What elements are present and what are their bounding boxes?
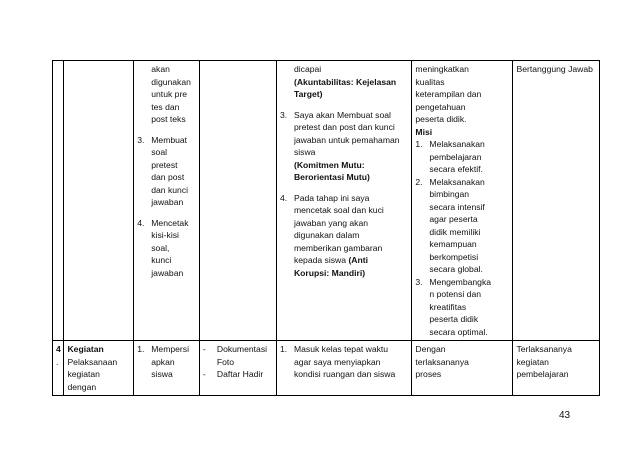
table-cell-vision-mission bbox=[412, 341, 513, 396]
cell-text: meningkatkan bbox=[415, 64, 469, 74]
cell-text: Membuat bbox=[151, 134, 188, 145]
table-cell-value-statement bbox=[513, 341, 600, 396]
row-number: 4 bbox=[56, 344, 61, 354]
cell-text: jawaban untuk pemahaman bbox=[293, 134, 400, 145]
cell-text: Mempersi bbox=[151, 344, 189, 354]
dash-bullet: - bbox=[202, 344, 206, 354]
list-number: 1. bbox=[279, 344, 288, 354]
cell-text: agar peserta bbox=[429, 214, 478, 224]
cell-text: siswa bbox=[151, 369, 173, 379]
list-item bbox=[415, 276, 509, 339]
list-item bbox=[415, 176, 509, 276]
list-number: 3. bbox=[415, 276, 423, 287]
list-number: 3. bbox=[279, 109, 288, 120]
cell-text: agar saya menyiapkan bbox=[293, 356, 381, 367]
cell-text: Mengembangka bbox=[429, 276, 492, 287]
cell-text: memberikan gambaran bbox=[293, 242, 383, 253]
cell-text: secara global. bbox=[429, 264, 483, 274]
table-cell-value-statement bbox=[513, 61, 600, 341]
table-cell-number bbox=[53, 61, 64, 341]
table-cell-activity bbox=[64, 341, 134, 396]
list-item bbox=[137, 217, 196, 280]
cell-text: terlaksananya bbox=[415, 356, 469, 367]
cell-text: kualitas bbox=[415, 76, 445, 87]
cell-text: tes dan bbox=[151, 101, 180, 112]
cell-text: Melaksanakan bbox=[429, 176, 485, 187]
cell-text: Dokumentasi bbox=[216, 344, 268, 354]
cell-text-bold: (Akuntabilitas: Kejelasan bbox=[293, 76, 397, 87]
cell-text: secara efektif. bbox=[429, 164, 483, 174]
table-cell-activity bbox=[64, 61, 134, 341]
cell-text: Mencetak bbox=[151, 217, 189, 228]
cell-text: kemampuan bbox=[429, 239, 477, 249]
cell-text: kondisi ruangan dan siswa bbox=[293, 369, 396, 379]
cell-text: peserta didik bbox=[429, 314, 479, 324]
row-number-dot: . bbox=[56, 356, 59, 367]
table-cell-steps bbox=[134, 61, 200, 341]
cell-text: n potensi dan bbox=[429, 289, 482, 299]
cell-text: kisi-kisi bbox=[151, 230, 179, 240]
cell-text: Foto bbox=[216, 356, 235, 367]
cell-text-bold: (Komitmen Mutu: bbox=[293, 159, 365, 170]
cell-text: pengetahuan bbox=[415, 101, 466, 112]
cell-text: soal bbox=[151, 147, 168, 157]
cell-text: Pelaksanaan bbox=[67, 356, 118, 367]
cell-text: Terlaksananya bbox=[516, 344, 572, 354]
cell-text: jawaban bbox=[151, 197, 184, 207]
cell-text: Pada tahap ini saya bbox=[293, 192, 370, 203]
page-number: 43 bbox=[559, 410, 571, 421]
cell-text: peserta didik. bbox=[415, 114, 467, 124]
list-item bbox=[280, 192, 408, 280]
table-row bbox=[53, 61, 600, 341]
list-item bbox=[203, 343, 273, 368]
cell-text: Daftar Hadir bbox=[216, 369, 264, 379]
cell-text: pembelajaran bbox=[429, 151, 482, 162]
cell-text: kepada siswa bbox=[293, 255, 347, 265]
cell-text: Masuk kelas tepat waktu bbox=[293, 344, 389, 354]
cell-text: kreatifitas bbox=[429, 301, 467, 312]
cell-text-bold: Korupsi: Mandiri) bbox=[293, 267, 366, 278]
cell-text: kegiatan bbox=[516, 356, 549, 367]
cell-text: berkompetisi bbox=[429, 251, 479, 262]
list-item bbox=[280, 109, 408, 184]
cell-text: kunci bbox=[151, 255, 172, 265]
table-row bbox=[53, 341, 600, 396]
cell-text: soal, bbox=[151, 242, 170, 253]
cell-text-bold: Target) bbox=[293, 89, 323, 99]
cell-text: dicapai bbox=[293, 64, 322, 74]
cell-text: keterampilan dan bbox=[415, 89, 482, 99]
cell-text: digunakan bbox=[151, 76, 191, 87]
cell-text: secara intensif bbox=[429, 201, 485, 212]
cell-text: dan post bbox=[151, 172, 185, 182]
list-item bbox=[280, 343, 408, 381]
cell-text: Dengan bbox=[415, 344, 446, 354]
list-item bbox=[203, 368, 273, 381]
cell-text: jawaban bbox=[151, 267, 184, 278]
table-cell-number bbox=[53, 341, 64, 396]
cell-text: Melaksanakan bbox=[429, 139, 485, 149]
list-number: 1. bbox=[415, 139, 423, 149]
table-cell-evidence bbox=[199, 341, 276, 396]
list-number: 1. bbox=[137, 344, 145, 354]
cell-text: dengan bbox=[67, 381, 97, 392]
table-cell-vision-mission bbox=[412, 61, 513, 341]
cell-text: proses bbox=[415, 369, 442, 379]
activity-table bbox=[52, 60, 600, 396]
list-item bbox=[137, 343, 196, 381]
list-number: 4. bbox=[137, 217, 145, 228]
table-cell-values bbox=[276, 341, 411, 396]
cell-text: kegiatan bbox=[67, 369, 100, 379]
cell-text-bold: (Anti bbox=[348, 255, 369, 265]
section-heading: Misi bbox=[415, 126, 433, 137]
list-number: 4. bbox=[279, 192, 288, 203]
cell-text: pretest bbox=[151, 159, 178, 170]
list-number: 3. bbox=[137, 134, 145, 145]
cell-text: pembelajaran bbox=[516, 369, 569, 379]
list-item bbox=[415, 138, 509, 176]
cell-text-bold: Berorientasi Mutu) bbox=[293, 172, 370, 182]
cell-text: siswa bbox=[293, 147, 316, 157]
cell-text: akan bbox=[151, 64, 170, 74]
cell-text: secara optimal. bbox=[429, 326, 488, 337]
cell-text: pretest dan post dan kunci bbox=[293, 122, 395, 132]
cell-text: jawaban yang akan bbox=[293, 217, 369, 228]
table-cell-values bbox=[276, 61, 411, 341]
list-number: 2. bbox=[415, 176, 423, 187]
activity-title: Kegiatan bbox=[67, 344, 104, 354]
cell-text: post teks bbox=[151, 114, 186, 124]
cell-text: dan kunci bbox=[151, 184, 189, 195]
dash-bullet: - bbox=[202, 369, 206, 379]
cell-text: Bertanggung Jawab bbox=[516, 64, 593, 74]
cell-text: apkan bbox=[151, 356, 175, 367]
table-cell-steps bbox=[134, 341, 200, 396]
cell-text: didik memiliki bbox=[429, 226, 481, 237]
table-cell-evidence bbox=[199, 61, 276, 341]
cell-text: digunakan dalam bbox=[293, 230, 360, 240]
cell-text: untuk pre bbox=[151, 89, 188, 99]
cell-text: bimbingan bbox=[429, 189, 470, 199]
cell-text: mencetak soal dan kuci bbox=[293, 205, 384, 215]
cell-text: Saya akan Membuat soal bbox=[293, 109, 391, 120]
list-item bbox=[137, 134, 196, 209]
